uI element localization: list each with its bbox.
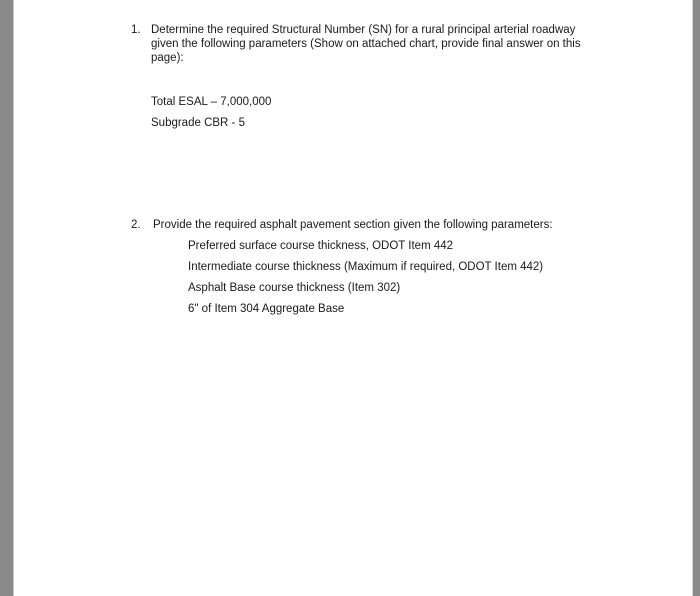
- question-text: Determine the required Structural Number (SN) for a rural principal arterial roadway given the following parameters (Show on attached chart, provide final answer on this page):: [151, 24, 581, 64]
- page-left-edge: [13, 0, 14, 596]
- parameter-asphalt-base-course: Asphalt Base course thickness (Item 302): [188, 282, 401, 294]
- parameter-total-esal: Total ESAL – 7,000,000: [151, 96, 272, 108]
- parameter-aggregate-base: 6" of Item 304 Aggregate Base: [188, 303, 345, 315]
- right-scan-margin: [693, 0, 700, 596]
- question-number: 1.: [131, 24, 141, 36]
- parameter-surface-course: Preferred surface course thickness, ODOT Item 442: [188, 240, 454, 252]
- page-right-edge: [692, 0, 693, 596]
- parameter-subgrade-cbr: Subgrade CBR - 5: [151, 117, 245, 129]
- left-scan-margin: [0, 0, 13, 596]
- question-text: Provide the required asphalt pavement section given the following parameters:: [153, 219, 553, 231]
- question-number: 2.: [131, 219, 141, 231]
- parameter-intermediate-course: Intermediate course thickness (Maximum if required, ODOT Item 442): [188, 261, 544, 273]
